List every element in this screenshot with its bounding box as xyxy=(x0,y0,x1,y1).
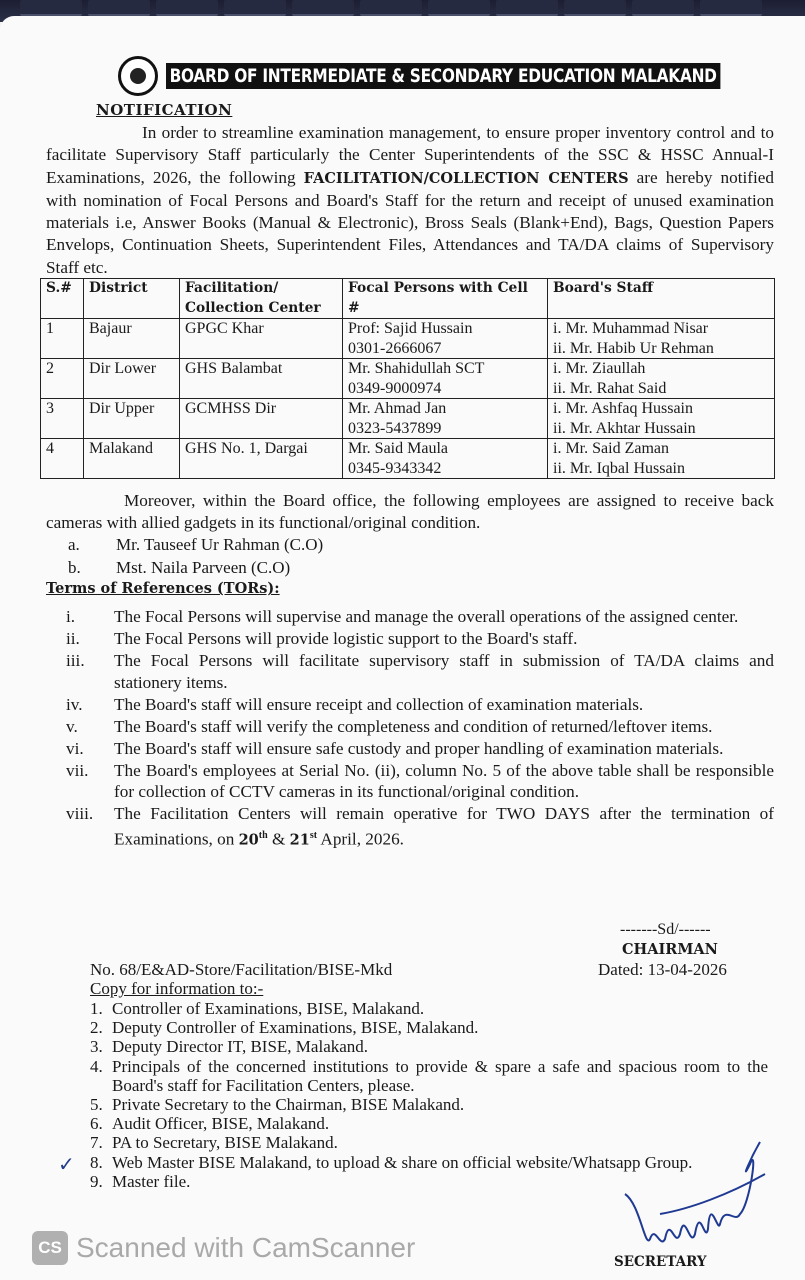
table-row xyxy=(41,399,775,439)
signature-stroke xyxy=(625,1142,765,1241)
list-marker: 8. xyxy=(90,1152,103,1172)
chairman-label: CHAIRMAN xyxy=(622,941,718,958)
key xyxy=(700,0,762,16)
list-text: Deputy Director IT, BISE, Malakand. xyxy=(112,1037,369,1057)
moreover-paragraph: Moreover, within the Board office, the following employees are assigned to receive back cameras with allied gadgets in its functional/original condition. xyxy=(46,491,774,532)
list-marker: 5. xyxy=(90,1095,103,1115)
signed-mark: -------Sd/------ xyxy=(620,921,711,938)
cell-sn: 4 xyxy=(41,439,84,479)
focal-cell: 0301-2666067 xyxy=(348,339,442,357)
cell-focal xyxy=(343,399,548,439)
list-item xyxy=(66,716,774,738)
cell-sn: 2 xyxy=(41,359,84,399)
cell-district: Bajaur xyxy=(84,319,180,359)
cell-staff xyxy=(548,439,775,479)
date-day: 21 xyxy=(289,831,310,849)
list-text: The Focal Persons will facilitate supervisory staff in submission of TA/DA claims and stationery items. xyxy=(114,651,774,692)
header-staff: Board's Staff xyxy=(548,279,775,319)
staff-2: ii. Mr. Akhtar Hussain xyxy=(553,419,696,437)
list-text: Private Secretary to the Chairman, BISE Malakand. xyxy=(112,1095,465,1115)
focal-cell: 0349-9000974 xyxy=(348,379,442,397)
cell-focal xyxy=(343,319,548,359)
list-marker: ii. xyxy=(66,629,80,648)
staff-1: i. Mr. Ziaullah xyxy=(553,360,646,377)
focal-name: Mr. Ahmad Jan xyxy=(348,400,447,417)
list-marker: i. xyxy=(66,607,76,626)
cell-focal xyxy=(343,359,548,399)
cell-center: GHS Balambat xyxy=(180,359,343,399)
list-item xyxy=(66,738,774,760)
list-marker: vi. xyxy=(66,738,84,758)
focal-cell: 0323-5437899 xyxy=(348,419,442,437)
list-marker: v. xyxy=(66,716,78,736)
camscanner-watermark xyxy=(32,1231,415,1265)
key xyxy=(564,0,626,16)
list-marker: vii. xyxy=(66,760,89,780)
list-marker: iv. xyxy=(66,694,83,714)
tor-text: April, 2026. xyxy=(317,829,404,849)
reference-number: No. 68/E&AD-Store/Facilitation/BISE-Mkd xyxy=(90,960,393,979)
facilitation-centers-table xyxy=(40,278,775,479)
list-item xyxy=(68,534,323,557)
table-row xyxy=(41,359,775,399)
list-item xyxy=(66,628,774,650)
staff-2: ii. Mr. Rahat Said xyxy=(553,379,667,397)
date-text: Dated: 13-04-2026 xyxy=(598,960,727,979)
list-text: Audit Officer, BISE, Malakand. xyxy=(112,1114,330,1134)
date-day: 20 xyxy=(238,831,259,849)
list-text: Master file. xyxy=(112,1171,191,1191)
key xyxy=(496,0,558,16)
list-marker: 1. xyxy=(90,999,103,1018)
list-item xyxy=(66,803,774,851)
list-marker: a. xyxy=(68,535,80,554)
secretary-label: SECRETARY xyxy=(614,1254,707,1270)
signature-icon xyxy=(600,1134,770,1264)
list-item xyxy=(66,694,774,716)
key xyxy=(88,0,150,16)
focal-name: Mr. Said Maula xyxy=(348,440,448,457)
focal-cell: 0345-9343342 xyxy=(348,459,442,477)
list-item xyxy=(90,999,768,1018)
list-marker: 6. xyxy=(90,1114,103,1134)
list-text: The Board's employees at Serial No. (ii), column No. 5 of the above table shall be responsible for collection of CCTV cameras in its functional/original condition. xyxy=(114,760,774,801)
tor-text: The Facilitation Centers will remain operative for TWO DAYS after the termination of Examinations, on xyxy=(114,804,774,849)
list-item xyxy=(66,760,774,803)
staff-1: i. Mr. Ashfaq Hussain xyxy=(553,400,693,417)
key xyxy=(224,0,286,16)
cell-center: GCMHSS Dir xyxy=(180,399,343,439)
list-item xyxy=(90,1095,768,1114)
document-page xyxy=(0,16,805,1280)
list-item xyxy=(66,606,774,628)
list-marker: 3. xyxy=(90,1037,103,1057)
staff-2: ii. Mr. Iqbal Hussain xyxy=(553,459,685,477)
key xyxy=(428,0,490,16)
tor-text: & xyxy=(267,829,290,849)
list-text: Deputy Controller of Examinations, BISE, Malakand. xyxy=(112,1018,479,1038)
intro-bold-text: FACILITATION/COLLECTION CENTERS xyxy=(303,169,629,187)
key xyxy=(360,0,422,16)
tors-list xyxy=(66,606,774,851)
cell-district: Malakand xyxy=(84,439,180,479)
cell-staff xyxy=(548,319,775,359)
list-item xyxy=(90,1018,768,1037)
list-marker: 2. xyxy=(90,1018,103,1038)
list-marker: 9. xyxy=(90,1171,103,1191)
letterhead xyxy=(118,56,782,96)
list-text: The Board's staff will verify the completeness and condition of returned/leftover items. xyxy=(114,716,713,736)
camera-staff-list xyxy=(68,534,323,579)
list-text: Controller of Examinations, BISE, Malakand. xyxy=(112,999,425,1018)
cell-district: Dir Lower xyxy=(84,359,180,399)
focal-name: Prof: Sajid Hussain xyxy=(348,320,473,337)
date-suffix: st xyxy=(309,829,318,841)
intro-text: are hereby notified with nomination of Focal Persons and Board's Staff for the return and receipt of unused examination materials i.e, Answer Books (Manual & Electronic), Bross Seals (Blank+End), Bags, Question Papers Envelops, Continuation Sheets, Superintendent Files, Attendances and TA/DA claims of Supervisory Staff etc. xyxy=(46,167,775,277)
list-item xyxy=(68,557,323,580)
intro-paragraph xyxy=(46,122,774,279)
board-emblem-icon xyxy=(118,56,158,96)
list-text: Web Master BISE Malakand, to upload & share on official website/Whatsapp Group. xyxy=(112,1152,693,1172)
key xyxy=(156,0,218,16)
notification-title: NOTIFICATION xyxy=(96,101,233,119)
list-marker: viii. xyxy=(66,804,94,823)
key xyxy=(632,0,694,16)
board-title: BOARD OF INTERMEDIATE & SECONDARY EDUCATION MALAKAND xyxy=(166,63,720,89)
table-row xyxy=(41,439,775,479)
list-item xyxy=(90,1114,768,1133)
cell-center: GHS No. 1, Dargai xyxy=(180,439,343,479)
list-text xyxy=(114,803,774,851)
list-item xyxy=(90,1037,768,1056)
list-text: The Focal Persons will supervise and manage the overall operations of the assigned center. xyxy=(114,607,739,626)
cell-sn: 3 xyxy=(41,399,84,439)
list-item xyxy=(90,1057,768,1095)
intro-text: In order to streamline examination management, to ensure proper inventory control and to facilitate Supervisory Staff particularly the Center Superintendents of the SSC & HSSC Annual-I Examinations, 2026, the following xyxy=(46,123,774,187)
staff-1: i. Mr. Said Zaman xyxy=(553,440,669,457)
list-item xyxy=(66,650,774,693)
list-text: PA to Secretary, BISE Malakand. xyxy=(112,1133,338,1153)
header-district: District xyxy=(84,279,180,319)
cell-staff xyxy=(548,359,775,399)
list-text: Mst. Naila Parveen (C.O) xyxy=(116,557,291,577)
cell-sn: 1 xyxy=(41,319,84,359)
key xyxy=(292,0,354,16)
watermark-text: Scanned with CamScanner xyxy=(76,1232,416,1263)
copy-to-title: Copy for information to:- xyxy=(90,979,264,998)
list-text: The Board's staff will ensure receipt and collection of examination materials. xyxy=(114,694,644,714)
focal-name: Mr. Shahidullah SCT xyxy=(348,360,485,377)
list-marker: iii. xyxy=(66,651,85,670)
key xyxy=(20,0,82,16)
checkmark-icon: ✓ xyxy=(58,1152,75,1176)
cell-district: Dir Upper xyxy=(84,399,180,439)
list-marker: 7. xyxy=(90,1133,103,1153)
table-header-row xyxy=(41,279,775,319)
tors-title: Terms of References (TORs): xyxy=(46,580,280,597)
header-sn: S.# xyxy=(41,279,84,319)
staff-1: i. Mr. Muhammad Nisar xyxy=(553,320,709,337)
cell-center: GPGC Khar xyxy=(180,319,343,359)
camscanner-logo-icon: CS xyxy=(32,1231,68,1265)
list-text: The Board's staff will ensure safe custody and proper handling of examination materials. xyxy=(114,738,724,758)
list-marker: b. xyxy=(68,557,81,577)
list-text: Mr. Tauseef Ur Rahman (C.O) xyxy=(116,535,324,554)
header-focal: Focal Persons with Cell # xyxy=(343,279,548,319)
table-row xyxy=(41,319,775,359)
list-marker: 4. xyxy=(90,1056,103,1076)
list-text: Principals of the concerned institutions to provide & spare a safe and spacious room to the Board's staff for Facilitation Centers, please. xyxy=(112,1056,768,1095)
staff-2: ii. Mr. Habib Ur Rehman xyxy=(553,339,714,357)
cell-staff xyxy=(548,399,775,439)
list-text: The Focal Persons will provide logistic support to the Board's staff. xyxy=(114,629,578,648)
header-center: Facilitation/ Collection Center xyxy=(180,279,343,319)
date-suffix: th xyxy=(258,829,268,841)
cell-focal xyxy=(343,439,548,479)
